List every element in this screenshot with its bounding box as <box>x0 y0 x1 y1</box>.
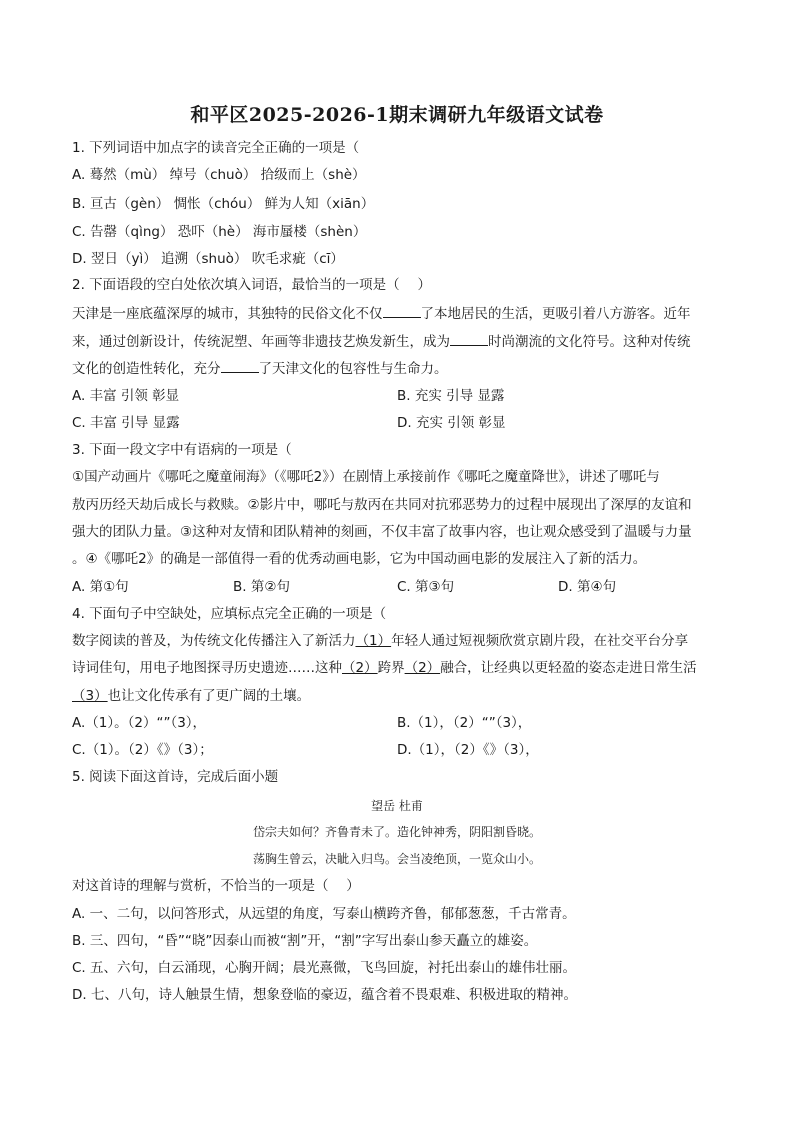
q4-option-a: A.（1）。（2）“”（3）， <box>72 715 207 731</box>
q4-option-d: D.（1），（2）《》（3）， <box>397 742 539 758</box>
q3-passage-line1: ①国产动画片《哪吒之魔童闹海》（《哪吒2》）在剧情上承接前作《哪吒之魔童降世》，讲述了哪吒与 <box>72 469 660 485</box>
q2-blank-2 <box>450 332 488 346</box>
q2-passage-line1 <box>72 304 691 323</box>
q2-blank-3 <box>221 359 259 373</box>
q1-option-a: A. 蓦然（mù） 绰号（chuò） 拾级而上（shè） <box>72 167 366 183</box>
q5-option-d: D. 七、八句，诗人触景生情，想象登临的豪迈，蕴含着不畏艰难、积极进取的精神。 <box>72 987 577 1003</box>
q2-option-a: A. 丰富 引领 彰显 <box>72 388 180 404</box>
q3-passage-line3: 强大的团队力量。③这种对友情和团队精神的刻画，不仅丰富了故事内容，也让观众感受到了温暖与力量 <box>72 524 692 540</box>
q1-option-d: D. 翌日（yì） 追溯（shuò） 吹毛求疵（cī） <box>72 251 344 267</box>
q3-option-c: C. 第③句 <box>397 579 455 595</box>
q5-stem: 5. 阅读下面这首诗，完成后面小题 <box>72 769 279 785</box>
q2-stem: 2. 下面语段的空白处依次填入词语，最恰当的一项是（ ） <box>72 277 431 293</box>
q3-passage-line2: 敖丙历经天劫后成长与救赎。②影片中，哪吒与敖丙在共同对抗邪恶势力的过程中展现出了深厚的友谊和 <box>72 497 692 513</box>
poem-line-2: 荡胸生曾云，决眦入归鸟。会当凌绝顶，一览众山小。 <box>252 852 541 866</box>
q2-text: 了天津文化的包容性与生命力。 <box>258 361 448 377</box>
q4-passage-line1 <box>72 632 688 650</box>
q4-text: 跨界 <box>377 660 405 676</box>
q1-stem: 1. 下列词语中加点字的读音完全正确的一项是（ <box>72 140 360 156</box>
q2-blank-1 <box>383 304 421 318</box>
q5-option-a: A. 一、二句，以问答形式，从远望的角度，写泰山横跨齐鲁，郁郁葱葱，千古常青。 <box>72 906 576 922</box>
q4-option-b: B.（1），（2）“”（3）， <box>397 715 532 731</box>
q4-option-c: C.（1）。（2）《》（3）； <box>72 742 213 758</box>
exam-title: 和平区2025-2026-1期末调研九年级语文试卷 <box>190 104 604 126</box>
q4-blank-marker-4: （3） <box>72 688 108 704</box>
q4-blank-marker-2: （2） <box>342 660 378 676</box>
q4-blank-marker-3: （2） <box>404 660 441 676</box>
q4-text: 融合，让经典以更轻盈的姿态走进日常生活 <box>440 660 697 676</box>
q2-text: 来，通过创新设计，传统泥塑、年画等非遗技艺焕发新生，成为 <box>72 334 450 350</box>
q3-option-a: A. 第①句 <box>72 579 129 595</box>
q5-option-c: C. 五、六句，白云涌现，心胸开阔；晨光熹微，飞鸟回旋，衬托出泰山的雄伟壮丽。 <box>72 960 577 976</box>
q4-text: 数字阅读的普及，为传统文化传播注入了新活力 <box>72 633 356 649</box>
q4-text: 年轻人通过短视频欣赏京剧片段，在社交平台分享 <box>391 633 689 649</box>
q1-option-b: B. 亘古（gèn） 惆怅（chóu） 鲜为人知（xiān） <box>72 196 375 212</box>
q2-text: 了本地居民的生活，更吸引着八方游客。近年 <box>420 306 691 322</box>
q5-option-b: B. 三、四句，“昏”“晓”因泰山而被“割”开，“割”字写出泰山参天矗立的雄姿。 <box>72 933 538 949</box>
q4-text: 也让文化传承有了更广阔的土壤。 <box>107 688 311 704</box>
q4-passage-line3 <box>72 687 310 705</box>
q3-option-d: D. 第④句 <box>558 579 617 595</box>
q4-passage-line2 <box>72 659 697 677</box>
q1-option-c: C. 告罄（qìng） 恐吓（hè） 海市蜃楼（shèn） <box>72 224 367 240</box>
q2-option-b: B. 充实 引导 显露 <box>397 388 505 404</box>
q3-option-b: B. 第②句 <box>233 579 290 595</box>
q5-sub-question: 对这首诗的理解与赏析，不恰当的一项是（ ） <box>72 878 360 894</box>
q3-passage-line4: 。④《哪吒2》的确是一部值得一看的优秀动画电影，它为中国动画电影的发展注入了新的活力。 <box>72 551 647 567</box>
q2-text: 天津是一座底蕴深厚的城市，其独特的民俗文化不仅 <box>72 306 383 322</box>
q2-text: 文化的创造性转化，充分 <box>72 361 221 377</box>
q2-passage-line2 <box>72 332 691 351</box>
q4-text: 诗词佳句，用电子地图探寻历史遗迹……这种 <box>72 660 342 676</box>
q3-stem: 3. 下面一段文字中有语病的一项是（ <box>72 442 292 458</box>
q2-text: 时尚潮流的文化符号。这种对传统 <box>488 334 691 350</box>
q2-option-d: D. 充实 引领 彰显 <box>397 415 506 431</box>
q4-stem: 4. 下面句子中空缺处，应填标点完全正确的一项是（ <box>72 606 387 622</box>
poem-title: 望岳 杜甫 <box>371 799 423 813</box>
q2-option-c: C. 丰富 引导 显露 <box>72 415 180 431</box>
q4-blank-marker-1: （1） <box>355 633 392 649</box>
poem-line-1: 岱宗夫如何？齐鲁青未了。造化钟神秀，阴阳割昏晓。 <box>252 825 541 839</box>
q2-passage-line3 <box>72 359 448 378</box>
